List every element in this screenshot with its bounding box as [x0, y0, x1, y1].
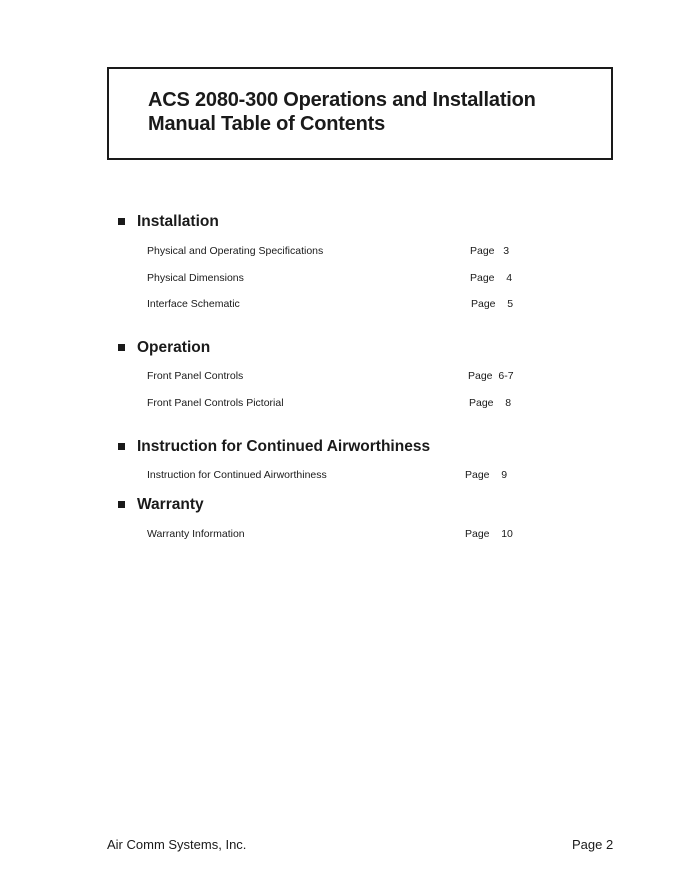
toc-entry-continued-airworthiness: Instruction for Continued Airworthiness — [147, 469, 327, 481]
section-title: Warranty — [137, 496, 204, 513]
toc-entry-physical-operating-specifications: Physical and Operating Specifications — [147, 245, 324, 257]
toc-entry-physical-dimensions: Physical Dimensions — [147, 272, 244, 284]
square-bullet-icon — [118, 218, 125, 225]
toc-entry-front-panel-controls-pictorial: Front Panel Controls Pictorial — [147, 397, 284, 409]
document-title-line-2: Manual Table of Contents — [148, 113, 386, 135]
footer-page-number: Page 2 — [572, 837, 614, 852]
toc-page-ref: Page 10 — [465, 528, 513, 540]
toc-page-ref: Page 5 — [471, 298, 514, 310]
toc-page-ref: Page 4 — [470, 272, 513, 284]
toc-page-ref: Page 8 — [469, 397, 512, 409]
section-title: Operation — [137, 339, 211, 356]
footer-company: Air Comm Systems, Inc. — [107, 837, 247, 852]
section-title: Installation — [137, 213, 219, 230]
document-title-line-1: ACS 2080-300 Operations and Installation — [148, 89, 536, 111]
toc-entry-warranty-information: Warranty Information — [147, 528, 245, 540]
section-title: Instruction for Continued Airworthiness — [137, 438, 431, 455]
square-bullet-icon — [118, 443, 125, 450]
title-box — [107, 67, 613, 160]
toc-page-ref: Page 6-7 — [468, 370, 514, 382]
toc-entry-front-panel-controls: Front Panel Controls — [147, 370, 244, 382]
toc-page-ref: Page 9 — [465, 469, 508, 481]
toc-entry-interface-schematic: Interface Schematic — [147, 298, 240, 310]
square-bullet-icon — [118, 344, 125, 351]
square-bullet-icon — [118, 501, 125, 508]
toc-page-ref: Page 3 — [470, 245, 510, 257]
